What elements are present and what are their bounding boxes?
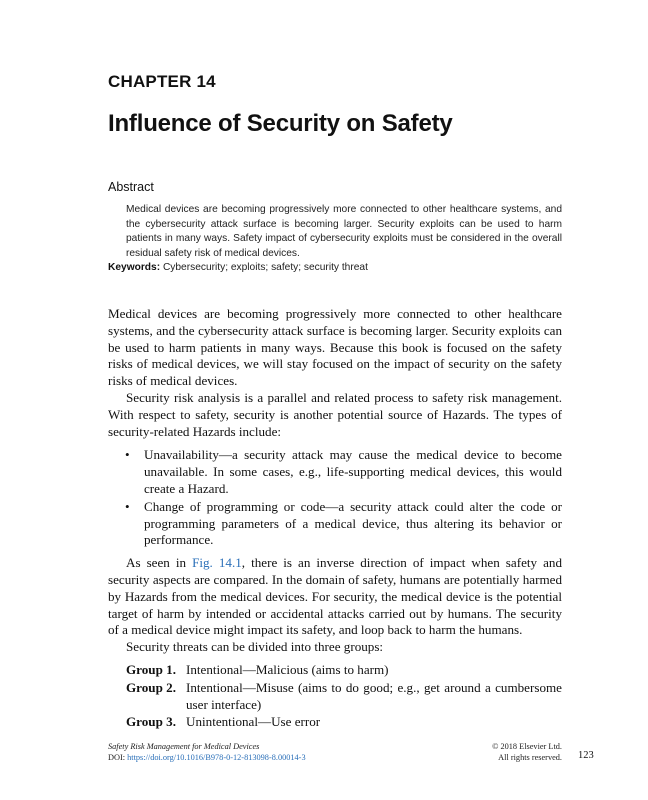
figure-link[interactable]: Fig. 14.1 — [192, 555, 242, 571]
abstract-heading: Abstract — [108, 180, 154, 194]
footer-left — [108, 741, 306, 763]
group-text: Unintentional—Use error — [186, 714, 321, 730]
chapter-title: Influence of Security on Safety — [108, 110, 453, 137]
book-title: Safety Risk Management for Medical Devices — [108, 742, 260, 751]
footer-right — [466, 741, 562, 763]
list-item-text: Change of programming or code—a security attack could alter the code or programming parameters of a medical device, thus altering its behavior or performance. — [144, 498, 562, 548]
list-item-text: Unavailability—a security attack may cause the medical device to become unavailable. In some cases, e.g., life-supporting medical devices, this would create a Hazard. — [144, 447, 562, 496]
list-item — [108, 447, 562, 497]
threat-groups — [108, 662, 562, 731]
bullet-icon: • — [125, 447, 130, 463]
group-label: Group 1. — [126, 661, 176, 677]
hazard-list — [108, 447, 562, 549]
chapter-label: CHAPTER 14 — [108, 72, 216, 91]
paragraph-1: Medical devices are becoming progressively more connected to other healthcare systems, and the cybersecurity attack surface is becoming larger. Security exploits can be used to harm patients in many ways. Because this book is focused on the safety risks of medical devices, we will stay focused on the impact of security on the safety risks of medical devices. — [108, 306, 562, 389]
paragraph-2: Security risk analysis is a parallel and related process to safety risk management. With respect to safety, security is another potential source of Hazards. The types of security-related Hazards include: — [108, 389, 562, 439]
doi-link[interactable]: https://doi.org/10.1016/B978-0-12-813098-8.00014-3 — [127, 753, 306, 762]
page-number: 123 — [578, 750, 594, 761]
bullet-icon: • — [125, 498, 130, 514]
copyright: © 2018 Elsevier Ltd. — [492, 742, 562, 751]
keywords — [108, 262, 368, 273]
group-text: Intentional—Misuse (aims to do good; e.g., get around a cumbersome user interface) — [186, 679, 562, 712]
group-row — [108, 714, 562, 731]
abstract-text: Medical devices are becoming progressively more connected to other healthcare systems, and the cybersecurity attack surface is becoming larger. Security exploits can be used to harm patients in many ways. Safety impact of cybersecurity exploits must be considered in the overall residual safety risk of medical devices. — [126, 204, 562, 259]
group-row — [108, 662, 562, 679]
keywords-label: Keywords: — [108, 262, 161, 273]
doi-label: DOI: — [108, 753, 126, 762]
list-item — [108, 499, 562, 549]
paragraph-3-start: As seen in — [126, 555, 193, 571]
group-label: Group 3. — [126, 714, 176, 730]
paragraph-3 — [108, 555, 562, 639]
keywords-list: Cybersecurity; exploits; safety; security threat — [162, 262, 368, 273]
paragraph-4: Security threats can be divided into three groups: — [126, 639, 384, 655]
doi-line — [108, 752, 306, 763]
group-label: Group 2. — [126, 679, 176, 695]
paragraph-3-end: , there is an inverse direction of impact when safety and security aspects are compared. In the domain of safety, humans are potentially harmed by Hazards from the medical devices. For security, the medical device is the potential target of harm by intended or accidental attacks carried out by humans. The security of a medical device might impact its safety, and loop back to harm the humans. — [108, 555, 562, 638]
group-text: Intentional—Malicious (aims to harm) — [186, 661, 389, 677]
body-text — [108, 306, 562, 732]
group-row — [108, 680, 562, 714]
rights: All rights reserved. — [498, 753, 562, 762]
